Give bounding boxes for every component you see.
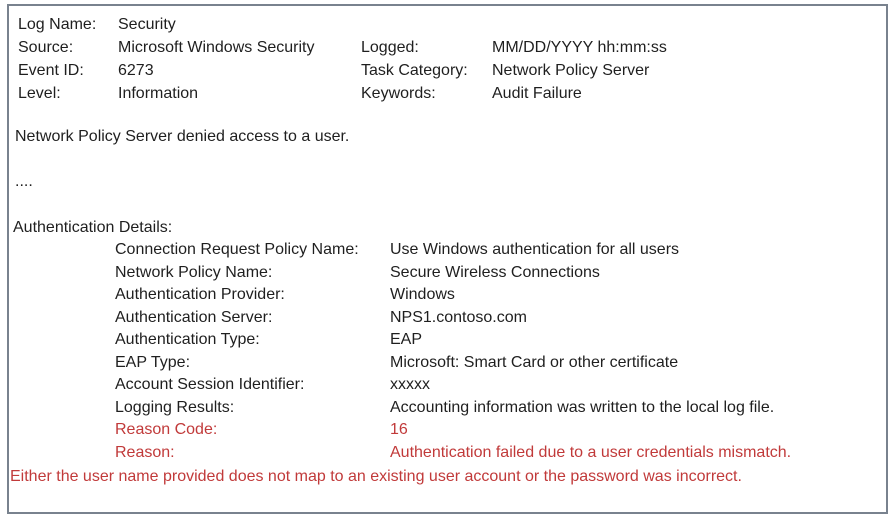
event-log-content — [9, 6, 886, 512]
auth-detail-label: Reason: — [115, 443, 175, 461]
auth-detail-label: Account Session Identifier: — [115, 376, 305, 393]
auth-detail-row-auth-provider — [9, 284, 886, 307]
header-row-level — [9, 82, 886, 105]
auth-detail-row-reason-code — [9, 419, 886, 442]
auth-detail-value: Windows — [390, 286, 455, 303]
auth-detail-label: Network Policy Name: — [115, 263, 273, 281]
header-row-log-name — [9, 13, 886, 36]
auth-detail-row-eap-type — [9, 352, 886, 375]
task-category-label: Task Category: — [361, 62, 468, 79]
auth-detail-label: Reason Code: — [115, 421, 218, 438]
auth-detail-label: Authentication Type: — [115, 331, 260, 348]
auth-detail-value: Secure Wireless Connections — [390, 263, 600, 281]
reason-continuation-text: Either the user name provided does not map to an existing user account or the password was incorrect. — [10, 468, 742, 485]
event-description: Network Policy Server denied access to a user. — [15, 128, 350, 145]
auth-detail-value: Microsoft: Smart Card or other certificate — [390, 353, 679, 371]
ellipsis-text: .... — [15, 173, 33, 190]
event-log-frame — [7, 4, 888, 514]
logged-label: Logged: — [361, 39, 419, 56]
auth-detail-row-account-session-id — [9, 374, 886, 397]
auth-details-heading: Authentication Details: — [13, 219, 173, 236]
level-value: Information — [118, 85, 199, 102]
log-name-value: Security — [118, 16, 176, 33]
auth-detail-value: NPS1.contoso.com — [390, 308, 527, 326]
keywords-value: Audit Failure — [492, 85, 582, 102]
task-category-value: Network Policy Server — [492, 62, 650, 79]
source-label: Source: — [18, 39, 74, 56]
header-row-event-id — [9, 59, 886, 82]
log-name-label: Log Name: — [18, 16, 97, 33]
auth-detail-row-auth-type — [9, 329, 886, 352]
auth-detail-value: Accounting information was written to the local log file. — [390, 398, 775, 416]
auth-detail-label: Authentication Provider: — [115, 286, 285, 303]
keywords-label: Keywords: — [361, 85, 436, 102]
auth-detail-value: Use Windows authentication for all users — [390, 241, 680, 258]
auth-detail-row-auth-server — [9, 307, 886, 330]
source-value: Microsoft Windows Security — [118, 39, 315, 56]
auth-detail-value: EAP — [390, 331, 423, 348]
auth-detail-label: Authentication Server: — [115, 308, 273, 326]
auth-detail-label: EAP Type: — [115, 353, 191, 371]
header-row-source — [9, 36, 886, 59]
event-id-label: Event ID: — [18, 62, 84, 79]
auth-detail-label: Logging Results: — [115, 398, 235, 416]
auth-detail-row-connection-request-policy — [9, 239, 886, 262]
auth-detail-row-reason — [9, 442, 886, 465]
auth-detail-row-network-policy — [9, 262, 886, 285]
auth-detail-row-logging-results — [9, 397, 886, 420]
auth-detail-value: xxxxx — [390, 376, 430, 393]
auth-detail-label: Connection Request Policy Name: — [115, 241, 359, 258]
logged-value: MM/DD/YYYY hh:mm:ss — [492, 39, 667, 56]
event-id-value: 6273 — [118, 62, 154, 79]
auth-detail-value: Authentication failed due to a user credentials mismatch. — [390, 443, 792, 461]
level-label: Level: — [18, 85, 61, 102]
auth-detail-value: 16 — [390, 421, 408, 438]
